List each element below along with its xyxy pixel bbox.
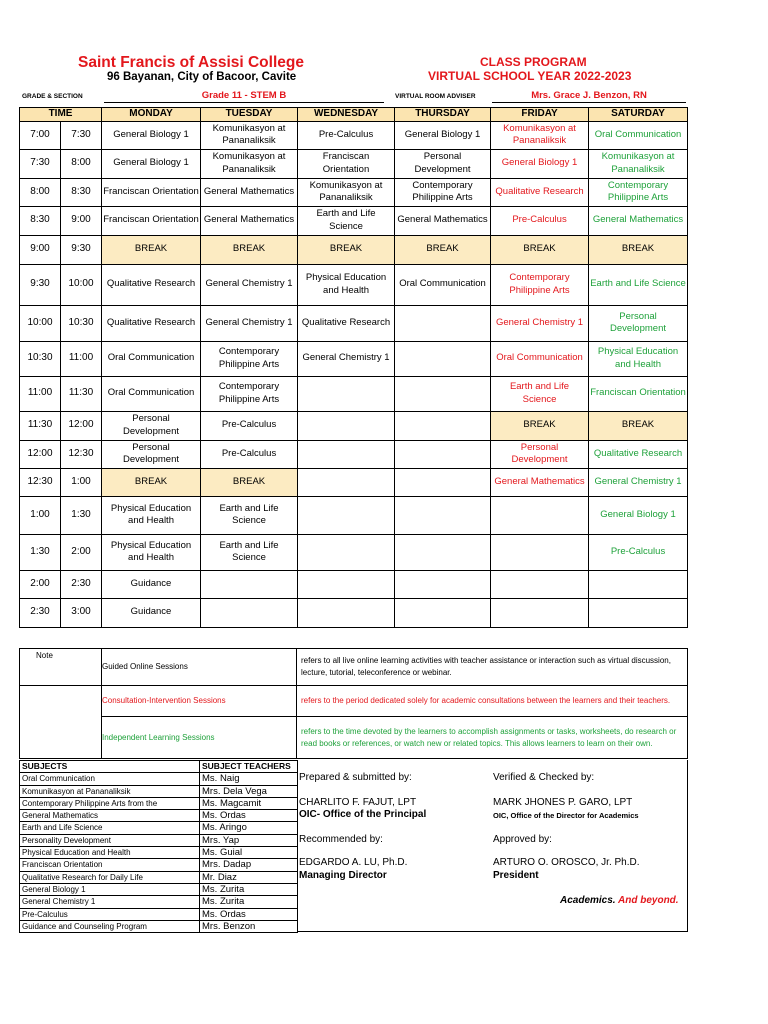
schedule-row	[20, 149, 688, 178]
approved-label: Approved by:	[493, 834, 552, 845]
cell-wednesday: Franciscan Orientation	[298, 149, 395, 178]
time-start: 2:30	[20, 598, 61, 627]
subject-name: Pre-Calculus	[20, 908, 200, 920]
subject-name: General Biology 1	[20, 883, 200, 895]
subject-teacher: Ms. Magcamit	[200, 797, 298, 809]
cell-thursday: Oral Communication	[395, 264, 491, 305]
cell-friday: Pre-Calculus	[491, 206, 589, 235]
cell-friday: BREAK	[491, 235, 589, 264]
schedule-row	[20, 376, 688, 411]
cell-wednesday	[298, 534, 395, 570]
cell-wednesday: Physical Education and Health	[298, 264, 395, 305]
time-start: 7:30	[20, 149, 61, 178]
cell-tuesday: Earth and Life Science	[201, 534, 298, 570]
time-start: 11:30	[20, 411, 61, 440]
time-end: 9:00	[61, 206, 102, 235]
subject-name: Guidance and Counseling Program	[20, 920, 200, 932]
cell-friday: Qualitative Research	[491, 178, 589, 206]
cell-monday: Franciscan Orientation	[102, 206, 201, 235]
subject-teacher: Ms. Aringo	[200, 822, 298, 834]
cell-thursday: General Biology 1	[395, 121, 491, 149]
cell-thursday	[395, 496, 491, 534]
cell-monday: Physical Education and Health	[102, 534, 201, 570]
schedule-row	[20, 570, 688, 598]
school-name: Saint Francis of Assisi College	[78, 54, 304, 71]
schedule-row	[20, 121, 688, 149]
tagline-academics: Academics.	[560, 895, 616, 906]
prepared-name: CHARLITO F. FAJUT, LPT	[299, 797, 417, 808]
cell-thursday: General Mathematics	[395, 206, 491, 235]
time-end: 1:00	[61, 468, 102, 496]
teachers-header: SUBJECT TEACHERS	[200, 761, 298, 773]
header-monday: MONDAY	[102, 108, 201, 122]
subject-row	[20, 859, 298, 871]
time-start: 9:00	[20, 235, 61, 264]
cell-saturday	[589, 598, 688, 627]
time-end: 11:30	[61, 376, 102, 411]
time-end: 10:30	[61, 305, 102, 341]
cell-friday	[491, 534, 589, 570]
cell-tuesday: Komunikasyon at Pananaliksik	[201, 121, 298, 149]
recommended-name: EDGARDO A. LU, Ph.D.	[299, 857, 408, 868]
note-guided-desc: refers to all live online learning activities with teacher assistance or interaction such as virtual discussion, lecture, tutorial, teleconference or webinar.	[297, 649, 688, 686]
subject-row	[20, 822, 298, 834]
verified-name: MARK JHONES P. GARO, LPT	[493, 797, 633, 808]
cell-monday: BREAK	[102, 235, 201, 264]
schedule-row	[20, 264, 688, 305]
schedule-row	[20, 496, 688, 534]
cell-saturday: General Chemistry 1	[589, 468, 688, 496]
tagline-beyond: And beyond.	[618, 895, 679, 906]
cell-monday: Oral Communication	[102, 341, 201, 376]
cell-wednesday	[298, 411, 395, 440]
time-end: 2:30	[61, 570, 102, 598]
cell-friday: Oral Communication	[491, 341, 589, 376]
cell-saturday: General Mathematics	[589, 206, 688, 235]
cell-friday: General Chemistry 1	[491, 305, 589, 341]
cell-wednesday: BREAK	[298, 235, 395, 264]
cell-saturday: General Biology 1	[589, 496, 688, 534]
subject-teacher: Mrs. Yap	[200, 834, 298, 846]
subject-teacher: Ms. Guial	[200, 847, 298, 859]
cell-wednesday	[298, 598, 395, 627]
approved-title: President	[493, 870, 539, 881]
cell-thursday	[395, 534, 491, 570]
time-start: 7:00	[20, 121, 61, 149]
cell-wednesday	[298, 468, 395, 496]
time-end: 8:00	[61, 149, 102, 178]
cell-monday: General Biology 1	[102, 121, 201, 149]
cell-saturday: Qualitative Research	[589, 440, 688, 468]
subject-name: Personality Development	[20, 834, 200, 846]
cell-thursday	[395, 305, 491, 341]
cell-friday	[491, 570, 589, 598]
subjects-table	[19, 760, 298, 933]
prepared-title: OIC- Office of the Principal	[299, 809, 427, 820]
header-thursday: THURSDAY	[395, 108, 491, 122]
subject-name: General Chemistry 1	[20, 896, 200, 908]
schedule-table	[19, 107, 688, 628]
signatures-box	[297, 760, 688, 932]
header-tuesday: TUESDAY	[201, 108, 298, 122]
time-end: 9:30	[61, 235, 102, 264]
schedule-row	[20, 235, 688, 264]
cell-tuesday: Earth and Life Science	[201, 496, 298, 534]
cell-wednesday	[298, 376, 395, 411]
cell-tuesday	[201, 598, 298, 627]
subject-name: Earth and Life Science	[20, 822, 200, 834]
cell-tuesday: BREAK	[201, 468, 298, 496]
cell-saturday: BREAK	[589, 411, 688, 440]
time-end: 12:00	[61, 411, 102, 440]
cell-saturday: Komunikasyon at Pananaliksik	[589, 149, 688, 178]
time-end: 12:30	[61, 440, 102, 468]
recommended-label: Recommended by:	[299, 834, 383, 845]
cell-wednesday	[298, 440, 395, 468]
schedule-row	[20, 598, 688, 627]
cell-saturday: Oral Communication	[589, 121, 688, 149]
recommended-title: Managing Director	[299, 870, 387, 881]
cell-saturday: Earth and Life Science	[589, 264, 688, 305]
subject-row	[20, 834, 298, 846]
cell-wednesday: Earth and Life Science	[298, 206, 395, 235]
header-time: TIME	[20, 108, 102, 122]
time-end: 11:00	[61, 341, 102, 376]
subject-name: Oral Communication	[20, 773, 200, 785]
cell-saturday: Personal Development	[589, 305, 688, 341]
cell-tuesday	[201, 570, 298, 598]
time-start: 1:00	[20, 496, 61, 534]
subject-row	[20, 797, 298, 809]
cell-thursday: Contemporary Philippine Arts	[395, 178, 491, 206]
cell-friday: Earth and Life Science	[491, 376, 589, 411]
cell-tuesday: Pre-Calculus	[201, 411, 298, 440]
header-wednesday: WEDNESDAY	[298, 108, 395, 122]
cell-thursday: BREAK	[395, 235, 491, 264]
subject-row	[20, 896, 298, 908]
cell-monday: Guidance	[102, 598, 201, 627]
cell-thursday	[395, 598, 491, 627]
time-start: 8:00	[20, 178, 61, 206]
cell-tuesday: Pre-Calculus	[201, 440, 298, 468]
time-start: 9:30	[20, 264, 61, 305]
subject-teacher: Mr. Diaz	[200, 871, 298, 883]
cell-monday: Physical Education and Health	[102, 496, 201, 534]
subject-teacher: Mrs. Dela Vega	[200, 785, 298, 797]
subject-row	[20, 871, 298, 883]
subject-row	[20, 773, 298, 785]
cell-monday: Guidance	[102, 570, 201, 598]
note-consultation-name: Consultation-Intervention Sessions	[102, 686, 297, 717]
schedule-row	[20, 440, 688, 468]
school-year: VIRTUAL SCHOOL YEAR 2022-2023	[428, 69, 632, 83]
cell-saturday: Contemporary Philippine Arts	[589, 178, 688, 206]
cell-tuesday: General Chemistry 1	[201, 264, 298, 305]
time-start: 12:00	[20, 440, 61, 468]
cell-wednesday: Qualitative Research	[298, 305, 395, 341]
header-friday: FRIDAY	[491, 108, 589, 122]
time-end: 8:30	[61, 178, 102, 206]
subject-name: Franciscan Orientation	[20, 859, 200, 871]
subject-name: General Mathematics	[20, 810, 200, 822]
cell-monday: Qualitative Research	[102, 305, 201, 341]
time-start: 8:30	[20, 206, 61, 235]
subject-teacher: Mrs. Benzon	[200, 920, 298, 932]
program-title: CLASS PROGRAM	[480, 55, 587, 69]
time-end: 3:00	[61, 598, 102, 627]
subject-row	[20, 883, 298, 895]
cell-thursday	[395, 440, 491, 468]
verified-label: Verified & Checked by:	[493, 772, 595, 783]
cell-monday: Qualitative Research	[102, 264, 201, 305]
time-start: 1:30	[20, 534, 61, 570]
cell-saturday: Pre-Calculus	[589, 534, 688, 570]
school-address: 96 Bayanan, City of Bacoor, Cavite	[107, 71, 297, 83]
schedule-row	[20, 178, 688, 206]
note-independent-name: Independent Learning Sessions	[102, 717, 297, 759]
cell-tuesday: BREAK	[201, 235, 298, 264]
cell-saturday: Franciscan Orientation	[589, 376, 688, 411]
subject-teacher: Ms. Ordas	[200, 810, 298, 822]
time-start: 10:00	[20, 305, 61, 341]
subject-name: Contemporary Philippine Arts from the	[20, 797, 200, 809]
cell-wednesday	[298, 570, 395, 598]
cell-thursday	[395, 341, 491, 376]
cell-monday: BREAK	[102, 468, 201, 496]
subject-row	[20, 810, 298, 822]
cell-tuesday: General Mathematics	[201, 178, 298, 206]
cell-saturday: Physical Education and Health	[589, 341, 688, 376]
schedule-row	[20, 534, 688, 570]
cell-tuesday: General Chemistry 1	[201, 305, 298, 341]
notes-table	[19, 648, 688, 759]
prepared-label: Prepared & submitted by:	[299, 772, 412, 783]
cell-tuesday: General Mathematics	[201, 206, 298, 235]
grade-section-value: Grade 11 - STEM B	[104, 90, 384, 103]
subject-teacher: Ms. Naig	[200, 773, 298, 785]
subject-teacher: Ms. Zurita	[200, 883, 298, 895]
subject-name: Komunikasyon at Pananaliksik	[20, 785, 200, 797]
time-start: 11:00	[20, 376, 61, 411]
grade-section-label: GRADE & SECTION	[22, 93, 83, 100]
time-end: 1:30	[61, 496, 102, 534]
subject-row	[20, 847, 298, 859]
schedule-header-row	[20, 108, 688, 122]
note-consultation-desc: refers to the period dedicated solely for academic consultations between the learners and their teachers.	[297, 686, 688, 717]
subject-teacher: Ms. Zurita	[200, 896, 298, 908]
cell-friday: General Biology 1	[491, 149, 589, 178]
time-start: 2:00	[20, 570, 61, 598]
cell-thursday	[395, 376, 491, 411]
time-start: 10:30	[20, 341, 61, 376]
subject-row	[20, 908, 298, 920]
schedule-row	[20, 468, 688, 496]
schedule-row	[20, 411, 688, 440]
cell-tuesday: Contemporary Philippine Arts	[201, 341, 298, 376]
cell-thursday	[395, 468, 491, 496]
cell-wednesday: Komunikasyon at Pananaliksik	[298, 178, 395, 206]
cell-friday: General Mathematics	[491, 468, 589, 496]
verified-title: OIC, Office of the Director for Academics	[493, 811, 639, 820]
adviser-label: VIRTUAL ROOM ADVISER	[395, 93, 476, 100]
cell-monday: Oral Communication	[102, 376, 201, 411]
cell-friday: Contemporary Philippine Arts	[491, 264, 589, 305]
time-end: 7:30	[61, 121, 102, 149]
subject-name: Physical Education and Health	[20, 847, 200, 859]
note-independent-desc: refers to the time devoted by the learners to accomplish assignments or tasks, worksheets, do research or read books or references, or watch new or related topics. This allows learners to learn on their own.	[297, 717, 688, 759]
schedule-row	[20, 206, 688, 235]
cell-friday: Personal Development	[491, 440, 589, 468]
cell-thursday	[395, 411, 491, 440]
adviser-value: Mrs. Grace J. Benzon, RN	[492, 90, 686, 103]
subjects-header: SUBJECTS	[20, 761, 200, 773]
schedule-row	[20, 305, 688, 341]
cell-monday: Franciscan Orientation	[102, 178, 201, 206]
cell-wednesday: General Chemistry 1	[298, 341, 395, 376]
cell-tuesday: Komunikasyon at Pananaliksik	[201, 149, 298, 178]
tagline	[560, 895, 679, 906]
time-end: 10:00	[61, 264, 102, 305]
cell-tuesday: Contemporary Philippine Arts	[201, 376, 298, 411]
cell-friday	[491, 496, 589, 534]
cell-friday: BREAK	[491, 411, 589, 440]
subject-teacher: Ms. Ordas	[200, 908, 298, 920]
schedule-row	[20, 341, 688, 376]
subject-teacher: Mrs. Dadap	[200, 859, 298, 871]
cell-monday: Personal Development	[102, 411, 201, 440]
time-end: 2:00	[61, 534, 102, 570]
cell-friday	[491, 598, 589, 627]
subject-row	[20, 785, 298, 797]
cell-wednesday	[298, 496, 395, 534]
cell-monday: Personal Development	[102, 440, 201, 468]
cell-friday: Komunikasyon at Pananaliksik	[491, 121, 589, 149]
note-guided-name: Guided Online Sessions	[102, 649, 297, 686]
subject-row	[20, 920, 298, 932]
cell-thursday	[395, 570, 491, 598]
time-start: 12:30	[20, 468, 61, 496]
cell-thursday: Personal Development	[395, 149, 491, 178]
approved-name: ARTURO O. OROSCO, Jr. Ph.D.	[493, 857, 640, 868]
cell-wednesday: Pre-Calculus	[298, 121, 395, 149]
cell-saturday	[589, 570, 688, 598]
notes-label: Note	[20, 649, 102, 686]
cell-monday: General Biology 1	[102, 149, 201, 178]
header-saturday: SATURDAY	[589, 108, 688, 122]
subject-name: Qualitative Research for Daily Life	[20, 871, 200, 883]
cell-saturday: BREAK	[589, 235, 688, 264]
